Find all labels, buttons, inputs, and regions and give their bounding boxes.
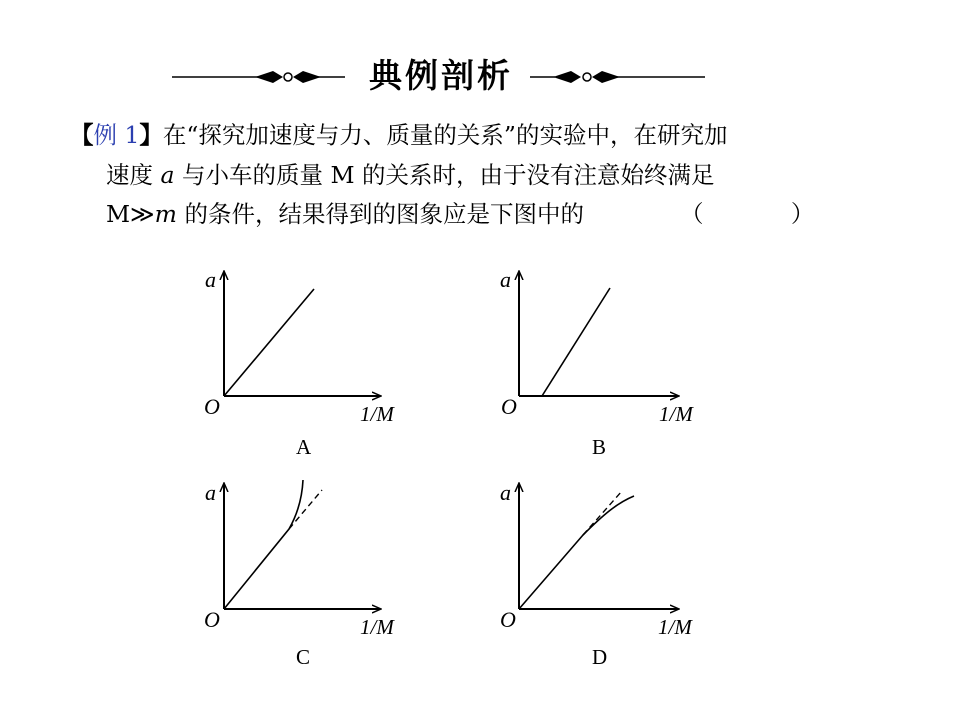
graph-a-line: [224, 289, 314, 396]
graph-c-dashed-extension: [289, 490, 322, 529]
question-line-1: 【例 1】在“探究加速度与力、质量的关系”的实验中，在研究加: [70, 121, 728, 149]
question-line-3-text-a: M≫: [106, 200, 155, 228]
graph-b-line: [542, 288, 610, 396]
graph-a-y-label: a: [205, 267, 216, 292]
graph-b-y-label: a: [500, 267, 511, 292]
question-line-2-text-a: 速度: [106, 160, 161, 189]
graph-c-curve: [224, 480, 303, 609]
graph-b: [500, 267, 694, 459]
graph-b-origin: O: [501, 394, 517, 419]
graph-b-x-label: 1/M: [659, 402, 693, 426]
question-line-1-text: 在“探究加速度与力、质量的关系”的实验中，在研究加: [162, 121, 728, 149]
graph-c-y-label: a: [205, 480, 216, 505]
graph-d: [500, 480, 693, 669]
graph-b-label: B: [592, 435, 607, 459]
graph-d-label: D: [592, 645, 608, 669]
example-label: 例 1: [93, 121, 140, 149]
graph-c-x-label: 1/M: [360, 615, 394, 639]
graph-d-y-label: a: [500, 480, 511, 505]
answer-parentheses: （ ）: [679, 200, 855, 228]
graph-d-x-label: 1/M: [658, 615, 692, 639]
graph-a-label: A: [296, 435, 312, 459]
graph-a-origin: O: [204, 394, 220, 419]
question-line-2-text-b: 与小车的质量 M 的关系时，由于没有注意始终满足: [174, 160, 715, 189]
question-line-3-text-b: 的条件，结果得到的图象应是下图中的: [176, 200, 584, 228]
graph-c-label: C: [296, 645, 311, 669]
variable-m: m: [154, 200, 177, 228]
graph-a-x-label: 1/M: [360, 402, 394, 426]
graph-d-origin: O: [500, 607, 516, 632]
graph-d-curve: [519, 496, 634, 609]
graph-c: [204, 480, 395, 669]
page-title: 典例剖析: [369, 56, 513, 95]
variable-a: a: [160, 160, 175, 189]
graph-a: [204, 267, 395, 459]
graph-c-origin: O: [204, 607, 220, 632]
